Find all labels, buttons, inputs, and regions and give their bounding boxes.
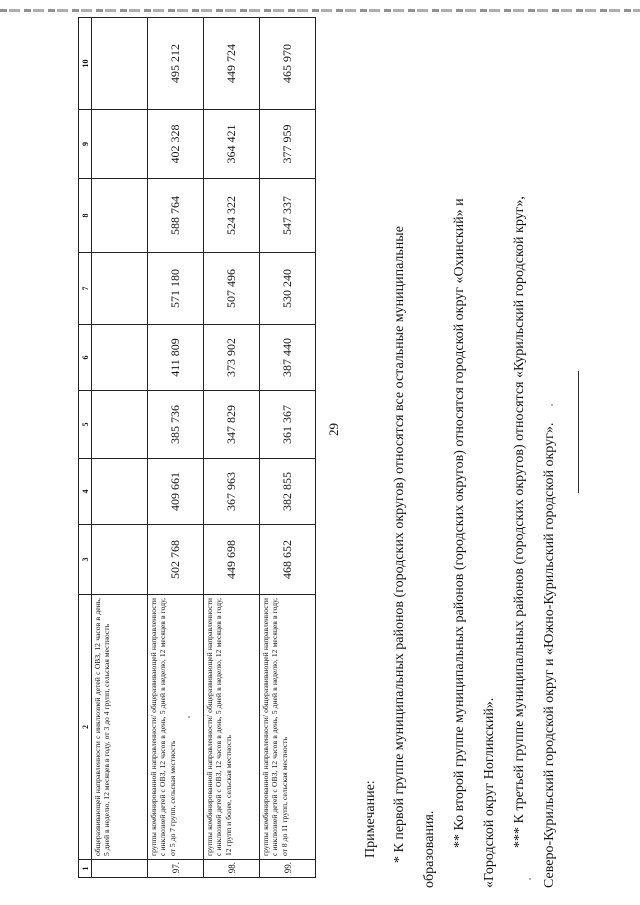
row-index (92, 860, 148, 878)
table-cell: 367 963 (204, 459, 260, 525)
column-header: 10 (79, 18, 92, 110)
row-description: группы комбинированной направленности/ общеразвивающей направленности с инклюзией детей с ОВЗ, 12 часов в день, 5 дней в неделю, 12 месяцев в году, от 5 до 7 групп, сельская местность (148, 595, 204, 860)
table-cell: 449 698 (204, 525, 260, 595)
table-cell: 373 902 (204, 325, 260, 391)
row-description: группы комбинированной направленности/ общеразвивающей направленности с инклюзией детей с ОВЗ, 12 часов в день, 5 дней в неделю, 12 месяцев в году, 12 групп и более, сельская местность (204, 595, 260, 860)
column-header: 9 (79, 110, 92, 179)
table-cell: 409 661 (148, 459, 204, 525)
table-cell: 502 768 (148, 525, 204, 595)
table-cell (92, 253, 148, 325)
note-line: *** К третьей группе муниципальных районов (городских округов) относятся «Курильский городской круг», (512, 196, 527, 848)
table-cell: 377 959 (260, 110, 316, 179)
note-line: «Городской округ Ногликский». (482, 697, 497, 888)
table-cell: 547 337 (260, 179, 316, 253)
table-cell: 465 970 (260, 18, 316, 110)
divider-line (578, 371, 579, 493)
table-cell (92, 459, 148, 525)
tariff-table (78, 17, 316, 878)
column-header: 3 (79, 525, 92, 595)
table-cell: 449 724 (204, 18, 260, 110)
table-cell (92, 525, 148, 595)
row-index: 97. (148, 860, 204, 878)
row-description: общеразвивающей направленности с инклюзией детей с ОВЗ, 12 часов в день, 5 дней в неделю, 12 месяцев в году, от 3 до 4 групп, сельская местность (92, 595, 148, 860)
table-cell (92, 325, 148, 391)
table-row (260, 18, 316, 878)
table-cell: 468 652 (260, 525, 316, 595)
column-header: 5 (79, 391, 92, 459)
table-cell: 364 421 (204, 110, 260, 179)
table-cell: 507 496 (204, 253, 260, 325)
note-line: Северо-Курильский городской округ и «Южно-Курильский городской округ». (542, 422, 557, 888)
table-row (148, 18, 204, 878)
table-cell: 385 736 (148, 391, 204, 459)
table-cell: 402 328 (148, 110, 204, 179)
table-cell: 347 829 (204, 391, 260, 459)
row-index: 99. (260, 860, 316, 878)
note-line: образования. (422, 810, 437, 888)
table-header-row (79, 18, 92, 878)
table-cell: 361 367 (260, 391, 316, 459)
column-header: 6 (79, 325, 92, 391)
page-number: 29 (326, 423, 341, 436)
column-header: 7 (79, 253, 92, 325)
table-cell: 571 180 (148, 253, 204, 325)
column-header: 4 (79, 459, 92, 525)
scan-top-edge (0, 9, 640, 12)
table-cell (92, 179, 148, 253)
table-cell: 382 855 (260, 459, 316, 525)
note-title: Примечание: (363, 780, 378, 858)
row-description: группы комбинированной направленности/ общеразвивающей направленности с инклюзией детей с ОВЗ, 12 часов в день, 5 дней в неделю, 12 месяцев в году, от 8 до 11 групп, сельская местность (260, 595, 316, 860)
table-cell: 387 440 (260, 325, 316, 391)
table-cell (92, 391, 148, 459)
column-header: 8 (79, 179, 92, 253)
column-header: 1 (79, 860, 92, 878)
table-cell: 530 240 (260, 253, 316, 325)
table-cell (92, 18, 148, 110)
table-row (92, 18, 148, 878)
rotated-page (78, 33, 633, 888)
table-cell (92, 110, 148, 179)
table-row (204, 18, 260, 878)
note-line: * К первой группе муниципальных районов (городских округов) относятся все остальные муниципальные (392, 226, 407, 863)
column-header: 2 (79, 595, 92, 860)
table-cell: 411 809 (148, 325, 204, 391)
table-cell: 495 212 (148, 18, 204, 110)
table-cell: 588 764 (148, 179, 204, 253)
row-index: 98. (204, 860, 260, 878)
note-line: ** Ко второй группе муниципальных районов (городских округов) относятся городской округ «Охинский» и (452, 198, 467, 848)
table-cell: 524 322 (204, 179, 260, 253)
